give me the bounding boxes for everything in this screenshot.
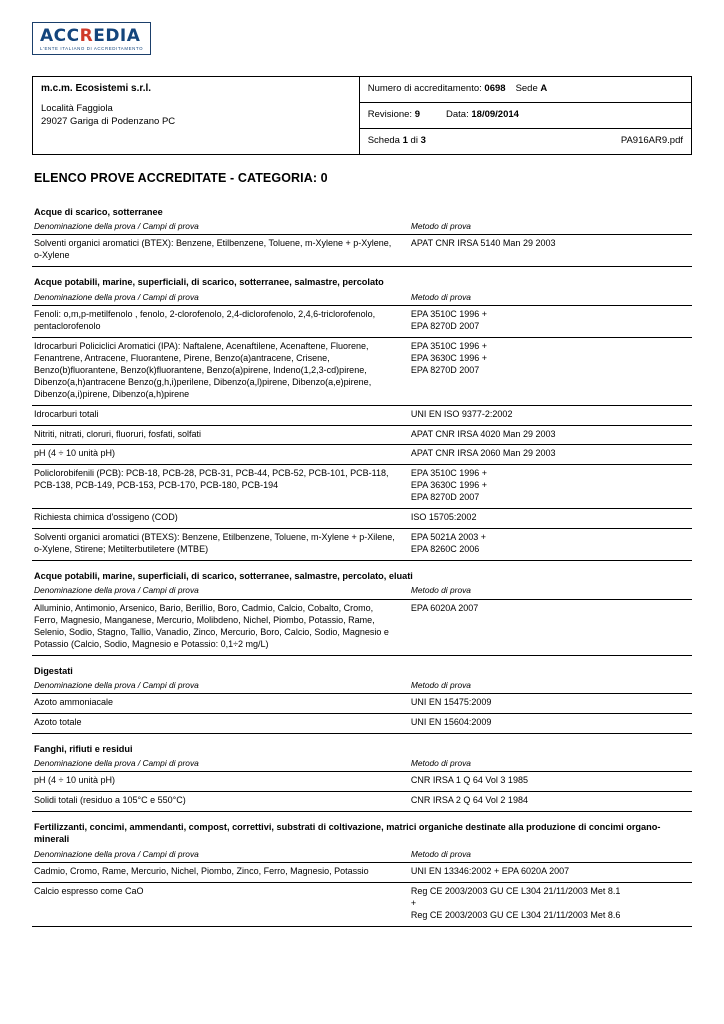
organization-address-line2: 29027 Gariga di Podenzano PC [41,115,176,127]
section-title: Acque potabili, marine, superficiali, di scarico, sotterranee, salmastre, percolato [34,277,384,288]
test-name-cell: Azoto totale [32,713,405,733]
sheet-total: 3 [420,135,426,146]
logo-tagline: L'ENTE ITALIANO DI ACCREDITAMENTO [40,46,144,51]
method-line: + [410,897,417,908]
test-name-cell: Alluminio, Antimonio, Arsenico, Bario, Berillio, Boro, Cadmio, Calcio, Cobalto, Cromo, Ferro, Magnesio, Manganese, Mercurio, Molibdeno, Nichel, Piombo, Potassio, Rame, Selenio, Sodio, Stagno, Tallio, Vanadio, Zinco, Mercurio, Boro, Calcio, Sodio, Magnesio e Potassio (Calcio, Sodio, Magnesio e Potassio: 0,1÷2 mg/L) [32,599,405,655]
test-name-cell: Solventi organici aromatici (BTEXS): Benzene, Etilbenzene, Toluene, m-Xylene + p-Xilene, o-Xylene, Stirene; Metilterbutiletere (MTBE) [32,529,405,561]
test-name-cell: pH (4 ÷ 10 unità pH) [32,445,405,465]
column-header-method: Metodo di prova [405,220,692,235]
test-method-cell [405,882,692,926]
test-method-cell [405,337,692,405]
section-title: Acque di scarico, sotterranee [34,207,163,217]
column-header-method: Metodo di prova [405,584,692,599]
date-value: 18/09/2014 [471,109,519,120]
sheet-of: di [410,135,418,146]
table-row [32,713,692,733]
column-header-row [32,291,692,306]
logo-word-part2: EDIA [93,26,141,46]
method-line: UNI EN 15475:2009 [410,696,492,707]
revision-label: Revisione: [367,109,413,120]
column-header-method: Metodo di prova [405,757,692,772]
sheet-cell [359,129,691,155]
test-name-cell: Idrocarburi Policiclici Aromatici (IPA): Naftalene, Acenaftilene, Acenaftene, Fluorene, Fenantrene, Antracene, Fluorantene, Pirene, Benzo(a)antracene, Crisene, Benzo(b)fluorantene, Benzo(k)fluorantene, Benzo(a)pirene, Indeno(1,2,3-cd)pirene, Dibenzo(a,h)antracene Benzo(g,h,i)perilene, Dibenzo(a,l)pirene, Dibenzo(a,e)pirene, Dibenzo(a,i)pirene, Dibenzo(a,h)pirene [32,337,405,405]
method-line: APAT CNR IRSA 2060 Man 29 2003 [410,448,556,459]
test-method-cell [405,465,692,509]
method-line: EPA 5021A 2003 + [410,532,487,543]
column-header-test: Denominazione della prova / Campi di prova [32,584,405,599]
method-line: APAT CNR IRSA 5140 Man 29 2003 [410,238,556,249]
method-line: ISO 15705:2002 [410,512,477,523]
test-name-cell: Calcio espresso come CaO [32,882,405,926]
column-header-row [32,584,692,599]
section-heading-row [32,561,692,585]
file-name: PA916AR9.pdf [620,135,683,146]
sheet-current: 1 [402,135,408,146]
method-line: UNI EN 15604:2009 [410,716,492,727]
method-line: EPA 6020A 2007 [410,602,479,613]
test-method-cell [405,713,692,733]
column-header-test: Denominazione della prova / Campi di prova [32,848,405,863]
column-header-row [32,220,692,235]
test-name-cell: Fenoli: o,m,p-metilfenolo , fenolo, 2-clorofenolo, 2,4-diclorofenolo, 2,4,6-triclorofenolo, pentaclorofenolo [32,305,405,337]
table-row [32,599,692,655]
revision-cell [359,103,691,129]
accreditation-label: Numero di accreditamento: [367,83,482,94]
table-row [32,529,692,561]
table-row [32,305,692,337]
section-title: Digestati [34,665,73,676]
method-line: EPA 8270D 2007 [410,364,480,375]
table-row [32,425,692,445]
method-line: Reg CE 2003/2003 GU CE L304 21/11/2003 Met 8.6 [410,909,621,920]
test-method-cell [405,693,692,713]
test-method-cell [405,445,692,465]
method-line: UNI EN 13346:2002 + EPA 6020A 2007 [410,865,570,876]
section-title: Acque potabili, marine, superficiali, di scarico, sotterranee, salmastre, percolato, eluati [34,571,413,582]
table-row [32,445,692,465]
column-header-test: Denominazione della prova / Campi di prova [32,757,405,772]
organization-address-line1: Località Faggiola [41,103,113,114]
revision-value: 9 [414,109,421,120]
test-method-cell [405,792,692,812]
column-header-test: Denominazione della prova / Campi di prova [32,220,405,235]
section-title: Fanghi, rifiuti e residui [34,743,133,754]
table-row [32,337,692,405]
document-header-table [32,76,692,155]
accredia-logo [32,22,692,68]
test-method-cell [405,862,692,882]
test-method-cell [405,599,692,655]
sede-label: Sede [515,83,538,94]
table-row [32,772,692,792]
table-row [32,509,692,529]
test-name-cell: Richiesta chimica d'ossigeno (COD) [32,509,405,529]
test-method-cell [405,235,692,267]
table-row [32,693,692,713]
test-name-cell: Solidi totali (residuo a 105°C e 550°C) [32,792,405,812]
logo-wordmark [40,28,143,45]
logo-word-part1: ACC [40,26,80,46]
table-row [32,465,692,509]
method-line: EPA 3510C 1996 + [410,340,488,351]
column-header-row [32,848,692,863]
section-title: Fertilizzanti, concimi, ammendanti, compost, correttivi, substrati di coltivazione, matrici organiche destinate alla produzione di concimi organo-minerali [34,822,661,845]
column-header-test: Denominazione della prova / Campi di prova [32,679,405,694]
test-method-cell [405,509,692,529]
method-line: EPA 3510C 1996 + [410,308,488,319]
logo-word-accent: R [79,26,94,46]
method-line: EPA 3630C 1996 + [410,352,488,363]
column-header-method: Metodo di prova [405,291,692,306]
column-header-test: Denominazione della prova / Campi di prova [32,291,405,306]
column-header-row [32,679,692,694]
section-heading-row [32,733,692,757]
test-method-cell [405,772,692,792]
method-line: EPA 8260C 2006 [410,544,480,555]
test-name-cell: Idrocarburi totali [32,405,405,425]
table-row [32,405,692,425]
section-heading-row [32,267,692,291]
sede-value: A [540,83,548,94]
section-heading-row [32,655,692,679]
test-name-cell: Solventi organici aromatici (BTEX): Benzene, Etilbenzene, Toluene, m-Xylene + p-Xylene, o-Xylene [32,235,405,267]
test-method-cell [405,305,692,337]
test-name-cell: Cadmio, Cromo, Rame, Mercurio, Nichel, Piombo, Zinco, Ferro, Magnesio, Potassio [32,862,405,882]
method-line: CNR IRSA 1 Q 64 Vol 3 1985 [410,775,528,786]
section-heading-row [32,812,692,848]
method-line: EPA 3630C 1996 + [410,480,488,491]
test-method-cell [405,529,692,561]
method-line: EPA 3510C 1996 + [410,468,488,479]
accredited-tests-table [32,197,692,927]
header-organization-cell [33,77,360,155]
method-line: EPA 8270D 2007 [410,492,480,503]
method-line: UNI EN ISO 9377-2:2002 [410,408,513,419]
section-heading-row [32,197,692,220]
method-line: Reg CE 2003/2003 GU CE L304 21/11/2003 Met 8.1 [410,885,621,896]
method-line: APAT CNR IRSA 4020 Man 29 2003 [410,428,556,439]
table-row [32,792,692,812]
accreditation-number: 0698 [484,83,506,94]
test-name-cell: Nitriti, nitrati, cloruri, fluoruri, fosfati, solfati [32,425,405,445]
test-name-cell: pH (4 ÷ 10 unità pH) [32,772,405,792]
test-method-cell [405,405,692,425]
table-row [32,862,692,882]
date-label: Data: [446,109,469,120]
column-header-method: Metodo di prova [405,679,692,694]
accreditation-number-cell [359,77,691,103]
test-method-cell [405,425,692,445]
table-row [32,882,692,926]
organization-name: m.c.m. Ecosistemi s.r.l. [41,83,152,94]
column-header-row [32,757,692,772]
column-header-method: Metodo di prova [405,848,692,863]
sheet-label: Scheda [367,135,400,146]
logo-box [32,22,151,55]
method-line: EPA 8270D 2007 [410,320,480,331]
method-line: CNR IRSA 2 Q 64 Vol 2 1984 [410,795,528,806]
page-title: ELENCO PROVE ACCREDITATE - CATEGORIA: 0 [34,171,328,185]
test-name-cell: Azoto ammoniacale [32,693,405,713]
test-name-cell: Policlorobifenili (PCB): PCB-18, PCB-28, PCB-31, PCB-44, PCB-52, PCB-101, PCB-118, PCB-138, PCB-149, PCB-153, PCB-170, PCB-180, PCB-194 [32,465,405,509]
table-row [32,235,692,267]
